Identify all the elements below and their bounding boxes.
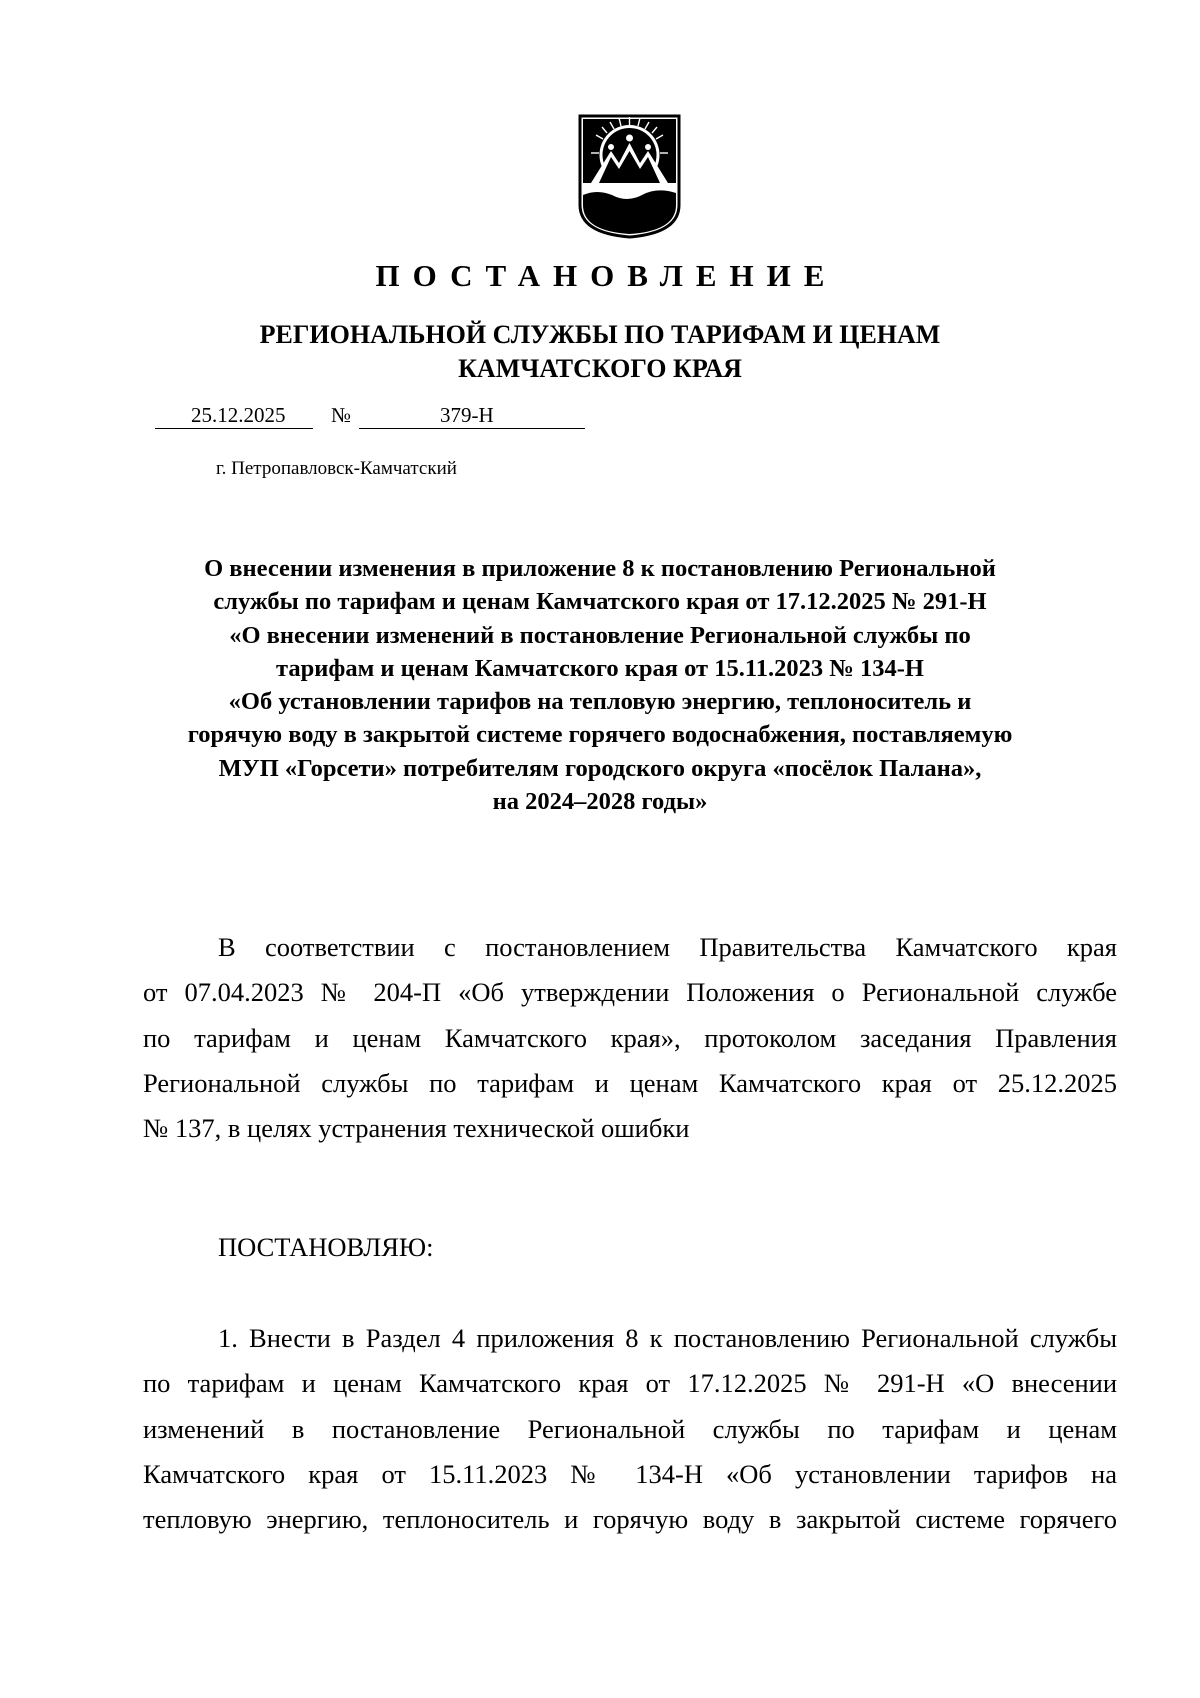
- document-number: 379-Н: [440, 403, 494, 427]
- title-line: тарифам и ценам Камчатского края от 15.11.2023 № 134-Н: [276, 654, 924, 682]
- title-line: «О внесении изменений в постановление Региональной службы по: [229, 621, 971, 649]
- item-1-line: изменений в постановление Региональной службы по тарифам и ценам: [143, 1413, 1117, 1444]
- item-1-line: тепловую энергию, теплоноситель и горячую воду в закрытой системе горячего: [143, 1504, 1117, 1535]
- registration-line: [155, 401, 585, 431]
- item-1-line: по тарифам и ценам Камчатского края от 17.12.2025 № 291-Н «О внесении: [143, 1368, 1117, 1399]
- title-line: горячую воду в закрытой системе горячего водоснабжения, поставляемую: [187, 721, 1013, 749]
- title-line: на 2024–2028 годы»: [492, 788, 708, 816]
- preamble-paragraph: [143, 925, 1117, 1151]
- preamble-line: № 137, в целях устранения технической ошибки: [143, 1113, 690, 1144]
- issuing-authority: [0, 318, 1200, 386]
- document-title: [135, 552, 1065, 818]
- item-1-line: 1. Внести в Раздел 4 приложения 8 к постановлению Региональной службы: [218, 1323, 1117, 1353]
- title-line: О внесении изменения в приложение 8 к постановлению Региональной: [204, 555, 996, 582]
- item-1-line: Камчатского края от 15.11.2023 № 134-Н «Об установлении тарифов на: [143, 1458, 1117, 1489]
- coat-of-arms-emblem: [577, 113, 682, 240]
- preamble-line: по тарифам и ценам Камчатского края», протоколом заседания Правления: [143, 1022, 1117, 1053]
- preamble-line: от 07.04.2023 № 204-П «Об утверждении Положения о Региональной службе: [143, 977, 1117, 1008]
- number-sign: №: [331, 403, 352, 427]
- authority-line: РЕГИОНАЛЬНОЙ СЛУЖБЫ ПО ТАРИФАМ И ЦЕНАМ: [259, 320, 941, 349]
- preamble-line: Региональной службы по тарифам и ценам Камчатского края от 25.12.2025: [143, 1067, 1117, 1098]
- preamble-line: В соответствии с постановлением Правительства Камчатского края: [218, 932, 1117, 962]
- resolve-word: [143, 1225, 1117, 1270]
- resolve-text: ПОСТАНОВЛЯЮ:: [218, 1232, 434, 1262]
- title-line: службы по тарифам и ценам Камчатского края от 17.12.2025 № 291-Н: [213, 588, 987, 616]
- document-date: 25.12.2025: [191, 403, 286, 427]
- authority-line: КАМЧАТСКОГО КРАЯ: [458, 354, 742, 383]
- document-type-heading: ПОСТАНОВЛЕНИЕ: [375, 258, 838, 293]
- city-name: г. Петропавловск-Камчатский: [216, 458, 457, 479]
- item-1-paragraph: [143, 1316, 1117, 1542]
- title-line: МУП «Горсети» потребителям городского округа «посёлок Палана»,: [218, 754, 982, 782]
- title-line: «Об установлении тарифов на тепловую энергию, теплоноситель и: [228, 688, 972, 716]
